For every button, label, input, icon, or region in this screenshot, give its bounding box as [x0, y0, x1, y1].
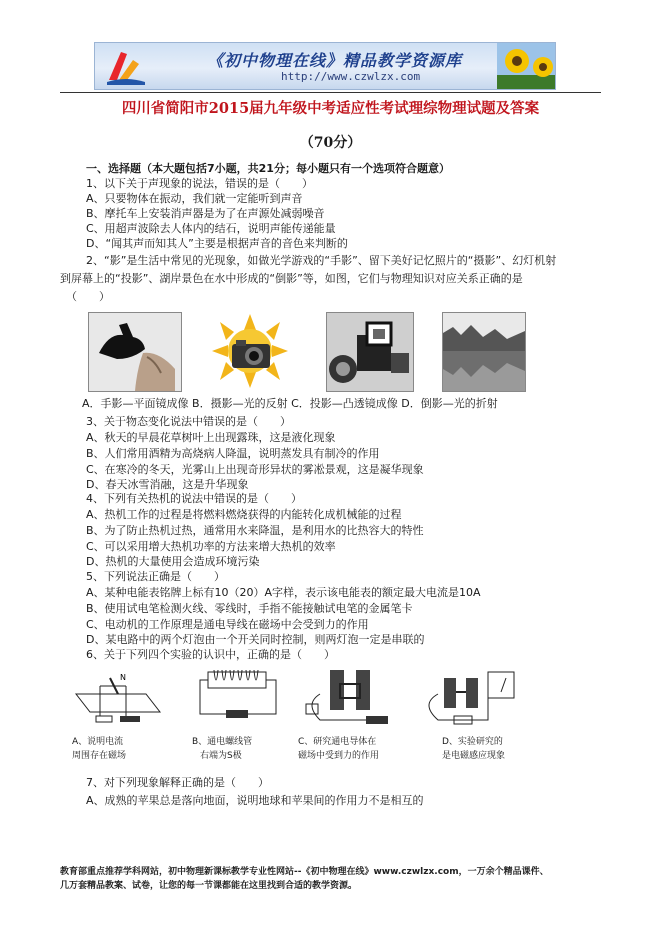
banner-url[interactable]: http://www.czwlzx.com: [281, 70, 421, 83]
q3-option-a: A、秋天的早晨花草树叶上出现露珠，这是液化现象: [86, 431, 336, 444]
q4-option-c: C、可以采用增大热机功率的方法来增大热机的效率: [86, 540, 336, 553]
footer-line2: 几万套精品教案、试卷，让您的每一节课都能在这里找到合适的教学资源。: [60, 881, 358, 891]
q5-stem: 5、下列说法正确是（ ）: [86, 570, 225, 583]
q4-option-b: B、为了防止热机过热，通常用水来降温，是利用水的比热容大的特性: [86, 524, 424, 537]
projector-image: [326, 312, 414, 392]
camera-sun-image: [206, 312, 294, 390]
q6-caption-d-line1: D、实验研究的: [442, 737, 503, 747]
q3-option-c: C、在寒冷的冬天，光雾山上出现奇形异状的雾凇景观，这是凝华现象: [86, 463, 424, 476]
experiment-a-diagram: [66, 664, 166, 734]
section-heading: 一、选择题（本大题包括7小题，共21分；每小题只有一个选项符合题意）: [86, 162, 450, 175]
q5-option-d: D、某电路中的两个灯泡由一个开关同时控制，则两灯泡一定是串联的: [86, 633, 425, 646]
q3-stem: 3、关于物态变化说法中错误的是（ ）: [86, 415, 291, 428]
q4-option-d: D、热机的大量使用会造成环境污染: [86, 555, 260, 568]
q2-stem-line3: （ ）: [66, 290, 110, 303]
q6-caption-c-line2: 磁场中受到力的作用: [298, 751, 380, 761]
q6-caption-d-line2: 是电磁感应现象: [442, 751, 506, 761]
hand-shadow-image: [88, 312, 182, 392]
q6-caption-a-line2: 周围存在磁场: [72, 751, 127, 761]
experiment-d-diagram: [418, 664, 524, 734]
q1-option-d: D、“闻其声而知其人”主要是根据声音的音色来判断的: [86, 237, 348, 250]
q7-stem: 7、对下列现象解释正确的是（ ）: [86, 776, 269, 789]
q7-option-a: A、成熟的苹果总是落向地面，说明地球和苹果间的作用力不是相互的: [86, 794, 424, 807]
q6-caption-a-line1: A、说明电流: [72, 737, 124, 747]
q6-caption-b-line2: 右端为S极: [200, 751, 242, 761]
q5-option-a: A、某种电能表铭牌上标有10（20）A字样，表示该电能表的额定最大电流是10A: [86, 586, 481, 599]
q2-options: A．手影—平面镜成像 B．摄影—光的反射 C．投影—凸透镜成像 D．倒影—光的折射: [82, 397, 498, 410]
header-banner: [94, 42, 556, 90]
q5-option-c: C、电动机的工作原理是通电导线在磁场中会受到力的作用: [86, 618, 369, 631]
q3-option-b: B、人们常用酒精为高烧病人降温，说明蒸发具有制冷的作用: [86, 447, 380, 460]
lake-reflection-image: [442, 312, 526, 392]
q6-caption-b-line1: B、通电螺线管: [192, 737, 253, 747]
footer-line1: 教育部重点推荐学科网站，初中物理新课标教学专业性网站--《初中物理在线》www.czwlzx.com，一万余个精品课件、: [60, 867, 549, 877]
q1-option-b: B、摩托车上安装消声器是为了在声源处减弱噪音: [86, 207, 325, 220]
experiment-c-diagram: [300, 664, 404, 734]
q6-caption-c-line1: C、研究通电导体在: [298, 737, 377, 747]
sunflower-icon: [497, 43, 555, 89]
experiment-b-diagram: [196, 664, 282, 734]
q1-stem: 1、以下关于声现象的说法，错误的是（ ）: [86, 177, 313, 190]
q1-option-c: C、用超声波除去人体内的结石，说明声能传递能量: [86, 222, 336, 235]
q2-stem-line2: 到屏幕上的“投影”、湖岸景色在水中形成的“倒影”等，如图，它们与物理知识对应关系正确的是: [60, 272, 523, 285]
compass-north-label: N: [120, 673, 126, 682]
q4-stem: 4、下列有关热机的说法中错误的是（ ）: [86, 492, 302, 505]
header-rule: [60, 92, 601, 93]
q3-option-d: D、春天冰雪消融，这是升华现象: [86, 478, 249, 491]
banner-title: 《初中物理在线》精品教学资源库: [207, 51, 463, 70]
total-score: （70分）: [299, 135, 362, 151]
q2-stem-line1: 2、“影”是生活中常见的光现象，如做光学游戏的“手影”、留下美好记忆照片的“摄影”、幻灯机射: [86, 254, 557, 267]
q1-option-a: A、只要物体在振动，我们就一定能听到声音: [86, 192, 303, 205]
site-logo-icon: [103, 46, 147, 86]
document-title: 四川省简阳市2015届九年级中考适应性考试理综物理试题及答案: [121, 100, 540, 117]
q6-stem: 6、关于下列四个实验的认识中，正确的是（ ）: [86, 648, 335, 661]
q5-option-b: B、使用试电笔检测火线、零线时，手指不能接触试电笔的金属笔卡: [86, 602, 413, 615]
q4-option-a: A、热机工作的过程是将燃料燃烧获得的内能转化成机械能的过程: [86, 508, 402, 521]
